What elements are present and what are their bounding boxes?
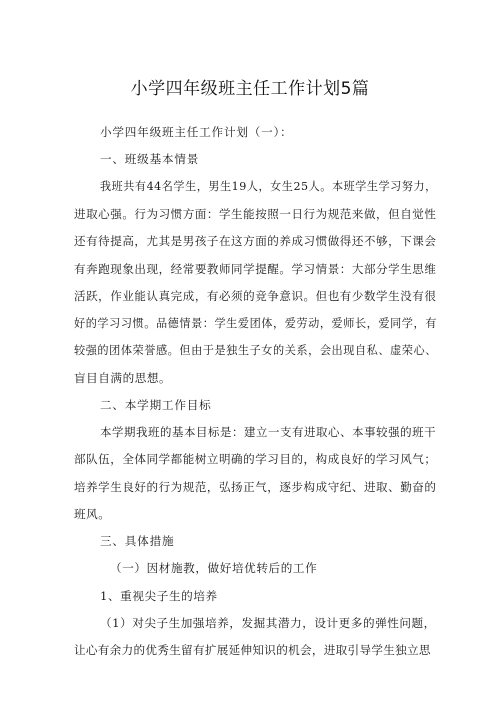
paragraph-line: 盲目自满的思想。 <box>74 371 172 385</box>
paragraph-line: 本学期我班的基本目标是：建立一支有进取心、本事较强的班干 <box>100 425 437 439</box>
paragraph-line: 活跃，作业能认真完成，有必须的竞争意识。但也有少数学生没有很 <box>74 289 437 303</box>
paragraph-line: 进取心强。行为习惯方面：学生能按照一日行为规范来做，但自觉性 <box>74 207 437 221</box>
paragraph-line: 还有待提高，尤其是男孩子在这方面的养成习惯做得还不够，下课会 <box>74 234 437 248</box>
section-heading-plan-one: 小学四年级班主任工作计划（一）： <box>100 125 293 139</box>
document-title: 小学四年级班主任工作计划5篇 <box>130 79 370 99</box>
section-heading-class-situation: 一、班级基本情景 <box>100 152 200 166</box>
section-heading-measures: 三、具体措施 <box>100 534 175 548</box>
paragraph-line: 让心有余力的优秀生留有扩展延伸知识的机会，进取引导学生独立思 <box>74 643 431 657</box>
paragraph-line: 班风。 <box>74 507 111 521</box>
paragraph-line: （1）对尖子生加强培养，发掘其潜力，设计更多的弹性问题， <box>100 616 436 630</box>
paragraph-line: 有奔跑现象出现，经常要教师同学提醒。学习情景：大部分学生思维 <box>74 262 437 276</box>
paragraph-line: 培养学生良好的行为规范，弘扬正气，逐步构成守纪、进取、勤奋的 <box>74 480 437 494</box>
subsection-heading: （一）因材施教，做好培优转后的工作 <box>110 561 318 575</box>
section-heading-goals: 二、本学期工作目标 <box>100 398 212 412</box>
paragraph-line: 部队伍，全体同学都能树立明确的学习目的，构成良好的学习风气； <box>74 452 437 466</box>
subsection-heading: 1、重视尖子生的培养 <box>100 589 218 603</box>
paragraph-line: 好的学习习惯。品德情景：学生爱团体，爱劳动，爱师长，爱同学，有 <box>74 317 437 330</box>
paragraph-line: 我班共有44名学生，男生19人，女生25人。本班学生学习努力， <box>100 180 437 193</box>
paragraph-line: 较强的团体荣誉感。但由于是独生子女的关系，会出现自私、虚荣心、 <box>74 344 437 357</box>
